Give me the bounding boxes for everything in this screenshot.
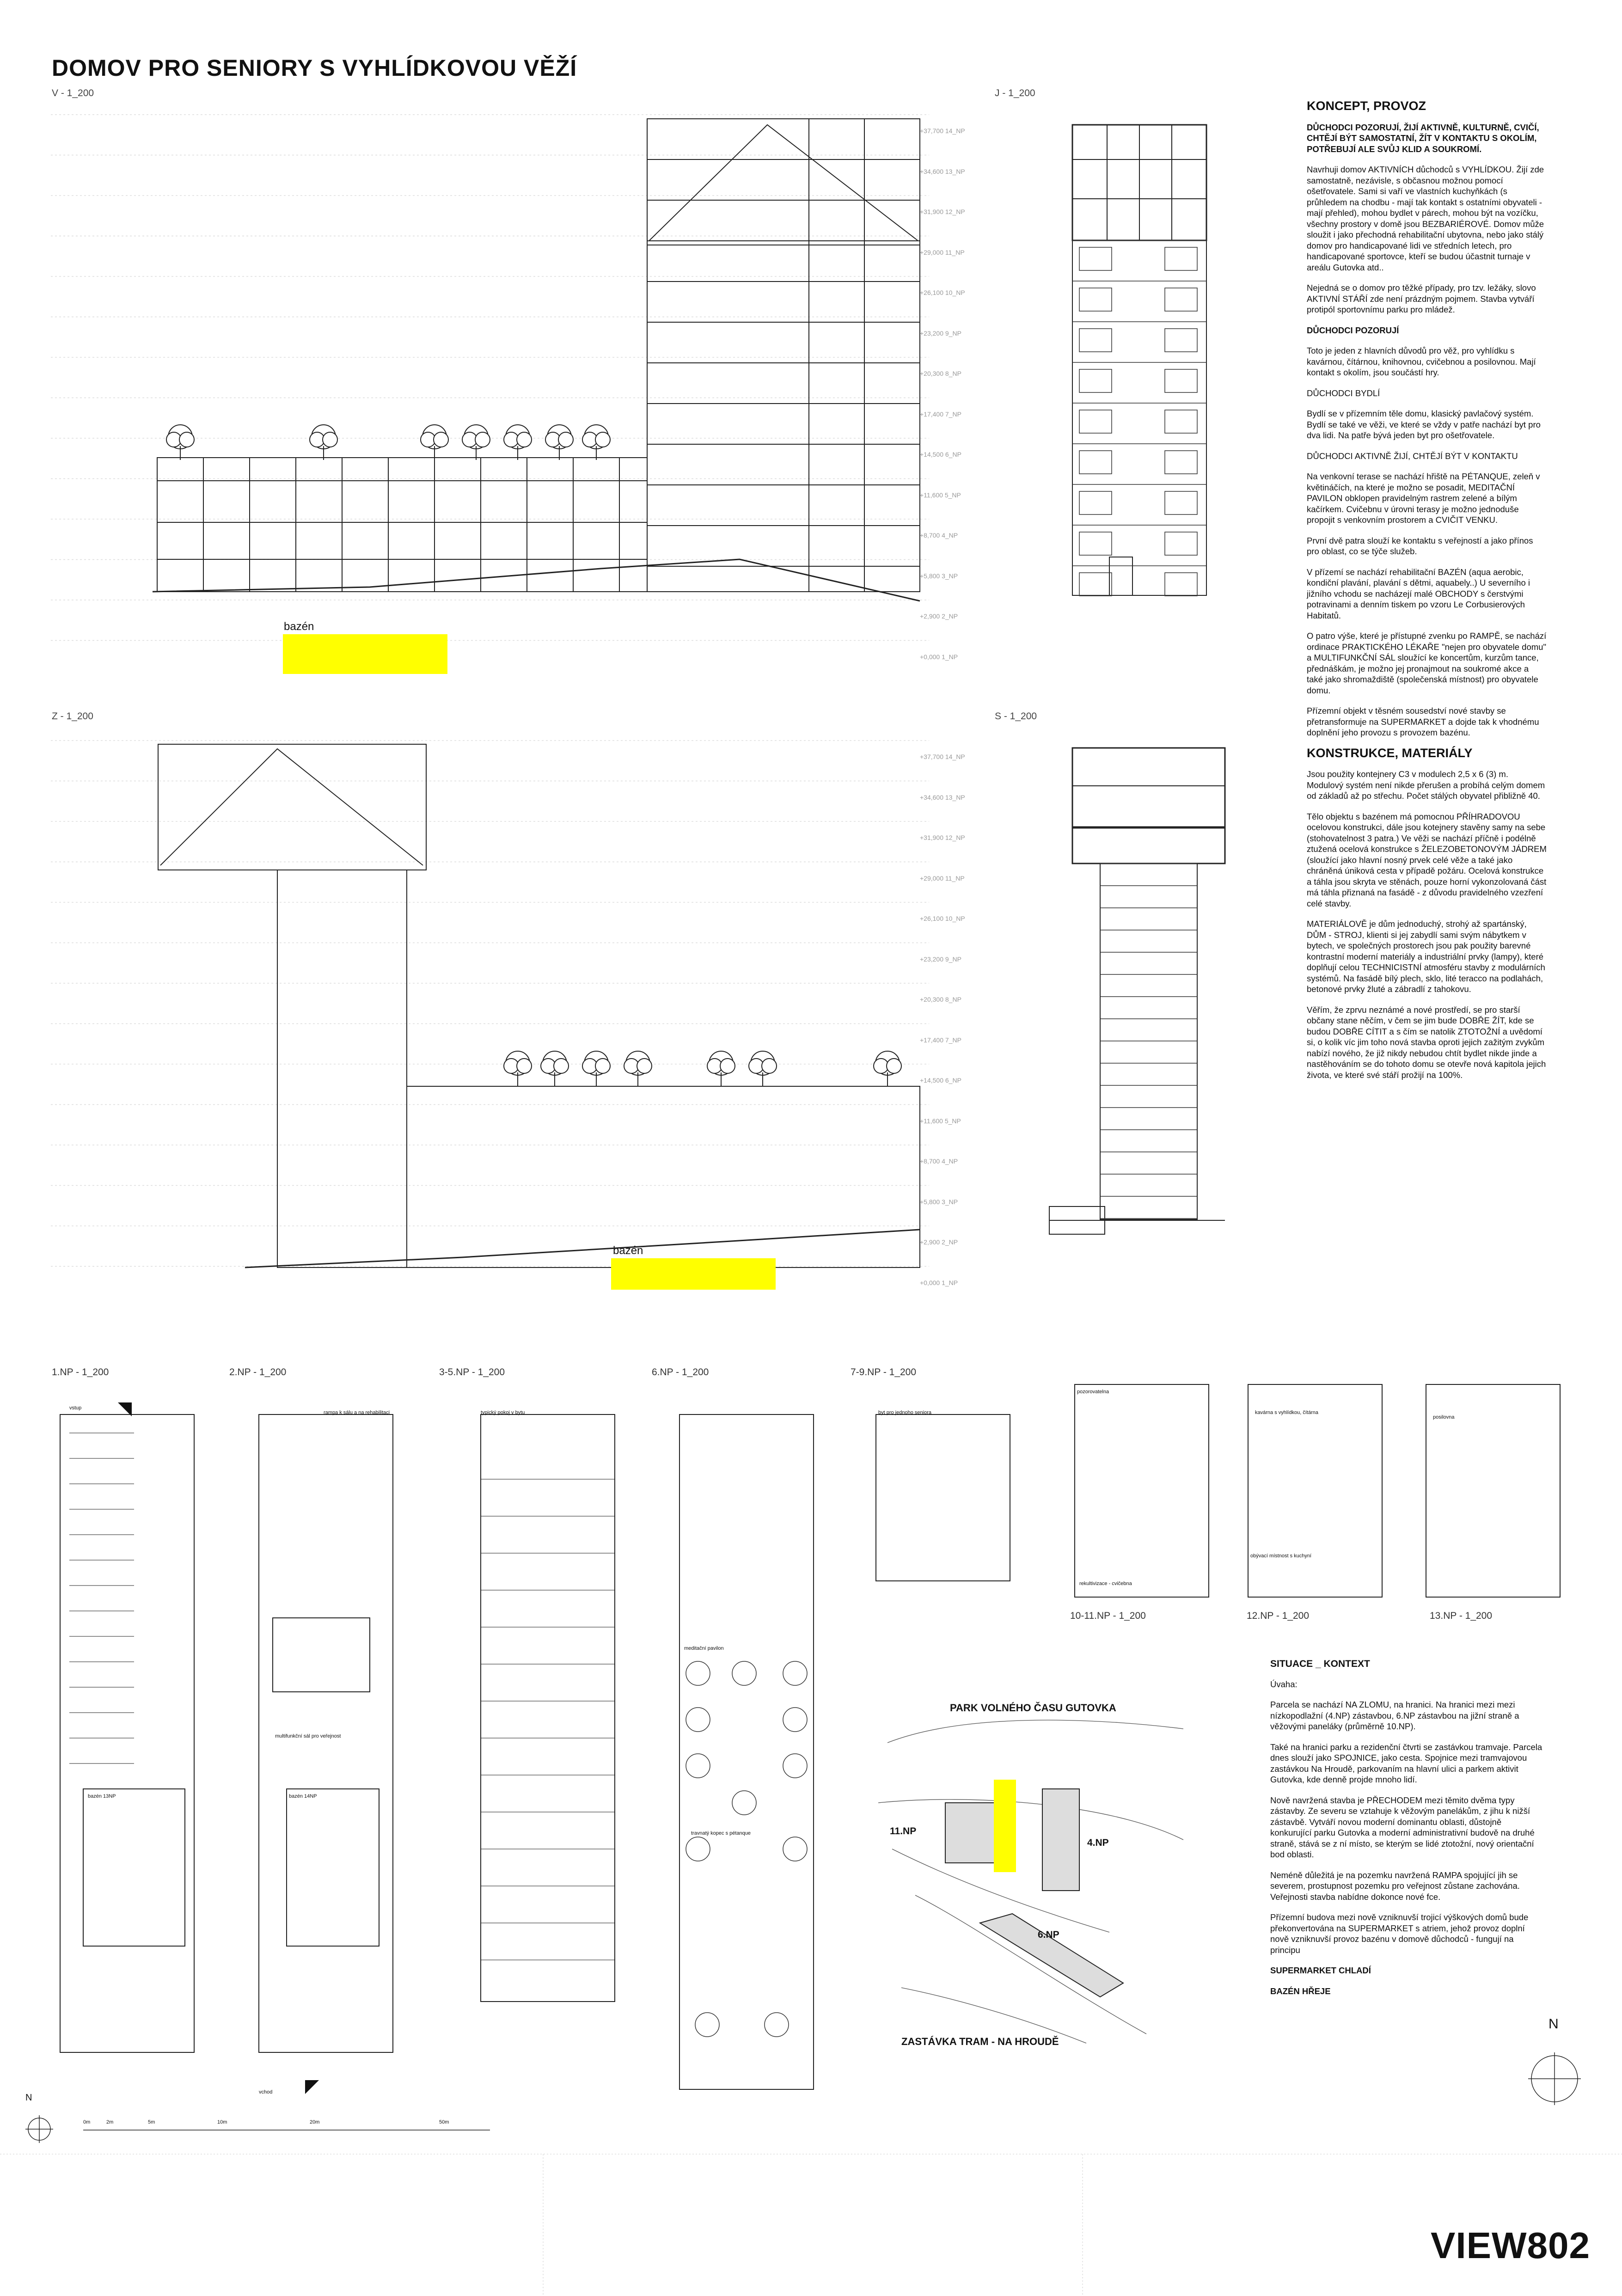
level-label: +8,700 4_NP xyxy=(920,1157,958,1165)
scale-tick: 5m xyxy=(148,2119,155,2125)
paragraph: V přízemí se nachází rehabilitační BAZÉN (aqua aerobic, kondiční plavání, plavání s dětmi, aquabely..) U severního i jižního vchodu se nacházejí malé OBCHODY s čerstvými potravinami a denním tiskem po vzoru Le Corbusierových Habitatů. xyxy=(1307,567,1530,620)
paragraph: Navrhuji domov AKTIVNÍCH důchodců s VYHLÍDKOU. Žijí zde samostatně, nezávisle, s občasnou možnou pomocí ošetřovatele. Sami si vaří ve vlastních kuchyňkách (s průhledem na chodbu - mají tak kontakt s ostatními obyvateli - mají přehled), mohou bydlet v párech, mohou být na vozíčku, všechny prostory v domě jsou BEZBARIÉROVÉ. Domov může sloužit i jako přechodná rehabilitační ubytovna, nebo jako stálý domov pro handicapované lidi ve středních letech, pro handicapované sportovce, kteří se budou účastnit turnaje v areálu Gutovka atd.. xyxy=(1307,165,1544,272)
level-label: +0,000 1_NP xyxy=(920,653,958,661)
paragraph: Nejedná se o domov pro těžké případy, pro tzv. ležáky, slovo AKTIVNÍ STÁŘÍ zde není prázdným pojmem. Stavba vytváří protipól sportovnímu parku pro mládež. xyxy=(1307,283,1536,314)
plan-3-5np xyxy=(481,1414,615,2002)
plan-label-7-9np: 7-9.NP - 1_200 xyxy=(851,1367,917,1378)
map-label-4np: 4.NP xyxy=(1087,1837,1109,1848)
level-label: +2,900 2_NP xyxy=(920,1238,958,1246)
tree-icon xyxy=(749,1051,777,1086)
scale-tick: 20m xyxy=(310,2119,320,2125)
paragraph: Toto je jeden z hlavních důvodů pro věž, pro vyhlídku s kavárnou, čítárnou, knihovnou, cvičebnou a posilovnou. Mají kontakt s okolím, jsou součástí hry. xyxy=(1307,346,1536,377)
construction-title: KONSTRUKCE, MATERIÁLY xyxy=(1307,746,1473,760)
level-label: +20,300 8_NP xyxy=(920,370,961,377)
scale-tick: 10m xyxy=(217,2119,227,2125)
pool-highlight-v xyxy=(283,634,447,674)
tree-icon xyxy=(707,1051,735,1086)
brand-logo: VIEW802 xyxy=(1431,2225,1590,2266)
pool-highlight-z xyxy=(611,1258,776,1290)
footer-grid xyxy=(0,2154,1622,2296)
plan-note: pozorovatelna xyxy=(1077,1389,1109,1395)
situation-title: SITUACE _ KONTEXT xyxy=(1270,1659,1370,1669)
paragraph: O patro výše, které je přístupné zvenku po RAMPĚ, se nachází ordinace PRAKTICKÉHO LÉKAŘE "nejen pro obyvatele domu" a MULTIFUNKČNÍ SÁL sloužící ke koncertům, kurzům tance, přednáškám, je možno jej pronajmout na soukromé akce a také jako shromaždiště (společenská místnost) pro obyvatele domu. xyxy=(1307,631,1547,695)
map-label-6np: 6.NP xyxy=(1038,1929,1059,1940)
page-title: DOMOV PRO SENIORY S VYHLÍDKOVOU VĚŽÍ xyxy=(52,55,577,81)
plan-label-2np: 2.NP - 1_200 xyxy=(229,1367,287,1378)
level-label: +0,000 1_NP xyxy=(920,1279,958,1286)
scale-tick: 0m xyxy=(83,2119,91,2125)
tree-icon xyxy=(582,425,610,460)
subheading: DŮCHODCI POZORUJÍ xyxy=(1307,325,1399,335)
paragraph: SUPERMARKET CHLADÍ xyxy=(1270,1965,1371,1975)
level-label: +14,500 6_NP xyxy=(920,451,961,458)
trees-z xyxy=(504,1051,901,1086)
tower-truss xyxy=(649,125,918,240)
pool-label-v: bazén xyxy=(284,620,314,633)
level-label: +31,900 12_NP xyxy=(920,208,965,215)
plan-note: bazén 13NP xyxy=(88,1794,116,1799)
elevation-label-v: V - 1_200 xyxy=(52,88,94,98)
concept-title: KONCEPT, PROVOZ xyxy=(1307,99,1426,113)
elevation-v-tower xyxy=(647,119,920,592)
paragraph: Také na hranici parku a rezidenční čtvrti se zastávkou tramvaje. Parcela dnes slouží jako SPOJNICE, jako cesta. Spojnice mezi tramvajovou zastávkou Na Hroudě, parkovaním na hlavní ulici a parkem aktivit Gutovka, kde denně projde mnoho lidí. xyxy=(1270,1742,1542,1784)
terrain-line xyxy=(153,559,920,601)
situation-map xyxy=(878,1720,1183,2043)
tree-icon xyxy=(504,425,532,460)
paragraph: Věřím, že zprvu neznámé a nové prostředí, se pro starší občany stane něčím, v čem se jim bude DOBŘE ŽÍT, kde se budou DOBŘE CÍTIT a s čím se natolik ZTOTOŽNÍ a uvědomí si, o kolik víc jim toho nová stavba oproti jejich zažitým zvykům nabízí nového, že již nikdy nebudou chtít bydlet nikde jinde a nastěhováním se do tohoto domu se otevře nová kapitola jejich života, ve které své stáří prožijí na 100%. xyxy=(1307,1004,1546,1080)
level-label: +29,000 11_NP xyxy=(920,248,965,256)
plan-note: travnatý kopec s pétanque xyxy=(691,1831,751,1836)
level-label: +37,700 14_NP xyxy=(920,753,965,760)
level-label: +31,900 12_NP xyxy=(920,834,965,841)
plan-note: rampa k sálu a na rehabilitaci xyxy=(324,1410,390,1415)
plan-note: bazén 14NP xyxy=(289,1794,317,1799)
concept-text xyxy=(1307,101,1547,1090)
plan-12np xyxy=(1248,1384,1382,1597)
tree-icon xyxy=(582,1051,610,1086)
level-label: +29,000 11_NP xyxy=(920,874,965,882)
paragraph: Tělo objektu s bazénem má pomocnou PŘÍHRADOVOU ocelovou konstrukci, dále jsou kotejnery stavěny samy na sebe (stohovatelnost 3 patra.) Ve věži se nachází příčně i podélně ztužená ocelová konstrukce s ŽELEZOBETONOVÝM JÁDREM (sloužící jako hlavní nosný prvek celé věže a také jako chráněná úniková cesta v případě požáru. Ocelová konstrukce a táhla jsou skryta ve stěnách, pouze horní vykonzolovaná část má táhla přiznaná na fasádě - z důvodu pravidelného vzezření celé stavby. xyxy=(1307,811,1547,908)
plan-label-10-11np: 10-11.NP - 1_200 xyxy=(1070,1610,1146,1621)
paragraph: Jsou použity kontejnery C3 v modulech 2,5 x 6 (3) m. Modulový systém není nikde přerušen a probíhá celým domem od základů až po střechu. Počet stálých obyvatel přibližně 40. xyxy=(1307,769,1545,801)
plan-note: obývací místnost s kuchyní xyxy=(1250,1553,1312,1559)
plan-note: vstup xyxy=(69,1405,82,1411)
plan-note: byt pro jednoho seniora xyxy=(878,1410,931,1415)
plan-note: vchod xyxy=(259,2089,273,2095)
level-label: +37,700 14_NP xyxy=(920,127,965,135)
tree-icon xyxy=(541,1051,569,1086)
map-label-11np: 11.NP xyxy=(890,1826,917,1837)
scale-bar-labels xyxy=(83,2119,449,2125)
level-label: +26,100 10_NP xyxy=(920,289,965,296)
elevation-label-z: Z - 1_200 xyxy=(52,711,93,722)
tree-icon xyxy=(504,1051,532,1086)
paragraph: Na venkovní terase se nachází hřiště na PÉTANQUE, zeleň v květináčích, na které je možno se posadit, MEDITAČNÍ PAVILON obklopen pravidelným rastrem zelené a bílým kačírkem. Cvičebnu v úrovni terasy je možno jednoduše propojit s venkovním prostorem a CVIČIT VENKU. xyxy=(1307,471,1540,525)
level-label: +11,600 5_NP xyxy=(920,1117,961,1125)
plan-7-9np xyxy=(876,1414,1010,1581)
elevation-z xyxy=(158,744,920,1267)
pool-label-z: bazén xyxy=(613,1244,643,1257)
paragraph: BAZÉN HŘEJE xyxy=(1270,1986,1331,1996)
paragraph: Bydlí se v přízemním těle domu, klasický pavlačový systém. Bydlí se také ve věži, ve které se vždy v patře nachází byt pro dva lidi. Na patře bývá jeden byt pro ošetřovatele. xyxy=(1307,409,1541,440)
tree-icon xyxy=(166,425,194,460)
tree-icon xyxy=(874,1051,901,1086)
level-label: +23,200 9_NP xyxy=(920,329,961,337)
plan-10-11np xyxy=(1075,1384,1209,1597)
plan-note: rekultivizace - cvičebna xyxy=(1079,1581,1132,1586)
level-label: +8,700 4_NP xyxy=(920,532,958,539)
concept-lead: DŮCHODCI POZORUJÍ, ŽIJÍ AKTIVNĚ, KULTURNĚ, CVIČÍ, CHTĚJÍ BÝT SAMOSTATNÍ, ŽÍT V KONTAKTU S OKOLÍM, POTŘEBUJÍ ALE SVŮJ KLID A SOUKROMÍ. xyxy=(1307,122,1539,154)
tree-icon xyxy=(421,425,448,460)
site-highlight xyxy=(994,1780,1016,1872)
trees-v xyxy=(166,425,610,460)
map-label-park: PARK VOLNÉHO ČASU GUTOVKA xyxy=(950,1702,1116,1714)
plan-label-12np: 12.NP - 1_200 xyxy=(1247,1610,1310,1621)
level-label: +17,400 7_NP xyxy=(920,1036,961,1044)
plan-note: typický pokoj v bytu xyxy=(481,1410,525,1415)
level-label: +23,200 9_NP xyxy=(920,955,961,963)
level-label: +5,800 3_NP xyxy=(920,572,958,580)
plan-6np xyxy=(679,1414,814,2089)
subheading: DŮCHODCI AKTIVNĚ ŽIJÍ, CHTĚJÍ BÝT V KONTAKTU xyxy=(1307,451,1518,461)
scale-tick: 2m xyxy=(106,2119,114,2125)
plan-note: kavárna s vyhlídkou, čítárna xyxy=(1255,1410,1318,1415)
level-label: +11,600 5_NP xyxy=(920,491,961,499)
map-label-tram: ZASTÁVKA TRAM - NA HROUDĚ xyxy=(901,2036,1059,2047)
level-label: +20,300 8_NP xyxy=(920,996,961,1003)
paragraph: Přízemní budova mezi nově vzniknuvší trojicí výškových domů bude překonvertována na SUPERMARKET s atriem, jehož provoz doplní nově vzniknuvší provoz bazénu v domově důchodců - fungují na principu xyxy=(1270,1912,1529,1955)
paragraph: První dvě patra slouží ke kontaktu s veřejností a jako přínos pro oblast, co se týče služeb. xyxy=(1307,535,1533,556)
plan-label-13np: 13.NP - 1_200 xyxy=(1430,1610,1493,1621)
paragraph: Nově navržená stavba je PŘECHODEM mezi těmito dvěma typy zástavby. Ze severu se vztahuje k věžovým panelákům, z jihu k nižší zástavbě. Vytváří novou moderní dominantu oblasti, důstojně konkurující parku Gutovka a moderní administrativní budově na druhé straně, stává se z ní místo, se kterým se lidé ztotožní, nový orientační bod oblasti. xyxy=(1270,1795,1535,1859)
level-label: +14,500 6_NP xyxy=(920,1077,961,1084)
elevation-s xyxy=(1049,748,1225,1234)
level-label: +34,600 13_NP xyxy=(920,793,965,801)
plan-label-1np: 1.NP - 1_200 xyxy=(52,1367,109,1378)
entrance-arrow-2 xyxy=(305,2080,319,2094)
map-north-label: N xyxy=(1549,2016,1559,2032)
paragraph: Úvaha: xyxy=(1270,1679,1298,1689)
paragraph: MATERIÁLOVĚ je dům jednoduchý, strohý až spartánský, DŮM - STROJ, klienti si jej zabydlí sami svým nábytkem v bytech, ve společných prostorech jsou pak použity barevné kontrastní moderní materiály a industriální prvky (lampy), které doplňují celou TECHNICISTNÍ atmosféru stavby z modulárních systémů. Na fasádě bílý plech, sklo, lité teracco na podlahách, betonové prvky žluté a zábradlí z tahokovu. xyxy=(1307,919,1545,994)
subheading: DŮCHODCI BYDLÍ xyxy=(1307,388,1380,398)
tree-icon xyxy=(624,1051,652,1086)
plan-1np xyxy=(60,1414,194,2052)
paragraph: Parcela se nachází NA ZLOMU, na hranici. Na hranici mezi mezi nízkopodlažní (4.NP) zástavbou, 6.NP zástavbou na jižní straně a věžovými paneláky (průměrně 10.NP). xyxy=(1270,1700,1519,1731)
tree-icon xyxy=(462,425,490,460)
elevation-v xyxy=(153,119,920,601)
paragraph: Přízemní objekt v těsném sousedství nové stavby se přetransformuje na SUPERMARKET a dojde tak k vhodnému doplnění jeho provozu s provozem bazénu. xyxy=(1307,706,1539,737)
plan-label-3-5np: 3-5.NP - 1_200 xyxy=(439,1367,505,1378)
situation-text xyxy=(1270,1659,1543,2006)
tree-icon xyxy=(310,425,337,460)
level-label: +5,800 3_NP xyxy=(920,1198,958,1206)
plan-north-label: N xyxy=(25,2093,32,2103)
plan-label-6np: 6.NP - 1_200 xyxy=(652,1367,709,1378)
elevation-label-j: J - 1_200 xyxy=(995,88,1035,98)
elevation-label-s: S - 1_200 xyxy=(995,711,1037,722)
level-label: +2,900 2_NP xyxy=(920,612,958,620)
level-label: +26,100 10_NP xyxy=(920,915,965,922)
level-guidelines xyxy=(51,115,929,1267)
tree-icon xyxy=(545,425,573,460)
plan-note: posilovna xyxy=(1433,1414,1455,1420)
level-label: +17,400 7_NP xyxy=(920,410,961,418)
level-label: +34,600 13_NP xyxy=(920,167,965,175)
plan-note: multifunkční sál pro veřejnost xyxy=(275,1733,341,1739)
scale-tick: 50m xyxy=(439,2119,449,2125)
paragraph: Neméně důležitá je na pozemku navržená RAMPA spojující jih se severem, prostupnost pozemku pro veřejnost zůstane zachována. Veřejnosti stavba nabídne dokonce nové fce. xyxy=(1270,1870,1520,1902)
plan-note: meditační pavilon xyxy=(684,1646,724,1651)
